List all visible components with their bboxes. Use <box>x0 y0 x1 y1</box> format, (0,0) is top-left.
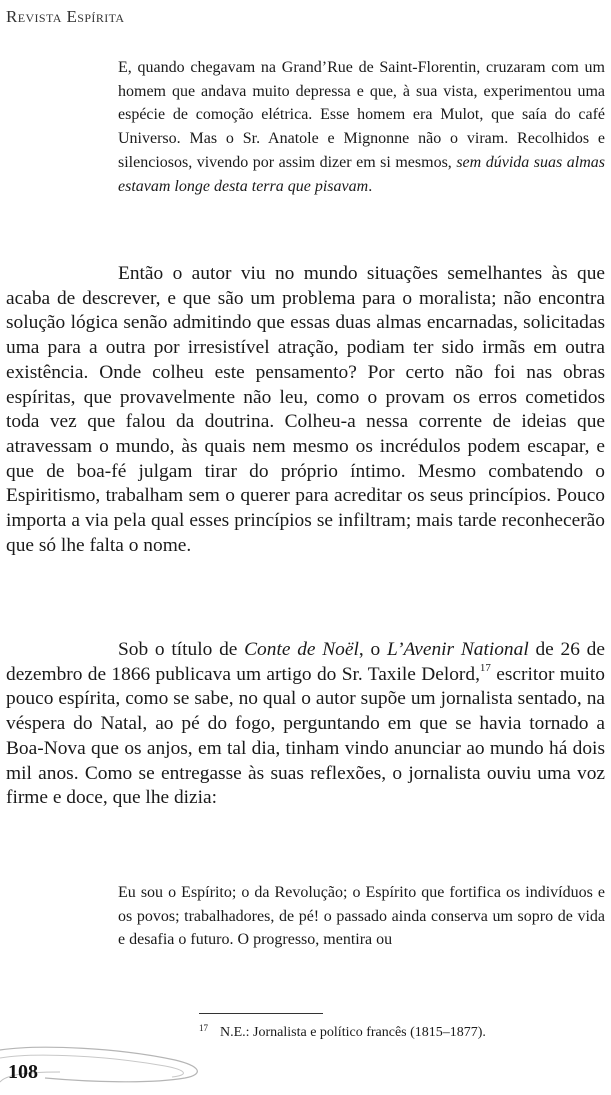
footnote-number: 17 <box>199 1023 208 1033</box>
block-quote-2: Eu sou o Espírito; o da Revolução; o Espírito que fortifica os indivíduos e os povos; trabalhadores, de pé! o passado ainda conserva um sopro de vida e desafia o futuro. O progresso, mentira ou <box>118 884 605 949</box>
para2-paper-italic: L’Avenir National <box>386 639 529 660</box>
para2-lead: Sob o título de <box>118 639 245 660</box>
para2-mid1: , o <box>358 639 387 660</box>
page-number: 108 <box>8 1061 38 1083</box>
block-quote-1 <box>118 56 605 198</box>
quote1-end: . <box>368 177 373 195</box>
quote1-text: E, quando chegavam na Grand’Rue de Saint-Florentin, cruzaram com um homem que andava muito depressa e que, à sua vista, experimentou uma espécie de comoção elétrica. Esse homem era Mulot, que saía do café Universo. Mas o Sr. Anatole e Mignonne não o viram. Recolhidos e silenciosos, vivendo por assim dizer em si mesmos, <box>118 59 605 171</box>
para2-rest: escritor muito pouco espírita, como se sabe, no qual o autor supõe um jornalista sentado, na véspera do Natal, ao pé do fogo, perguntando em que se havia tornado a Boa-Nova que os anjos, em tal dia, tinham vindo anunciar ao mundo há dois mil anos. Como se entregasse às suas reflexões, o jornalista ouviu uma voz firme e doce, que lhe dizia: <box>6 663 605 809</box>
paragraph-1: Então o autor viu no mundo situações semelhantes às que acaba de descrever, e que são um problema para o moralista; não encontra solução lógica senão admitindo que essas duas almas encarnadas, solicitadas uma para a outra por irresistível atração, podiam ter sido irmãs em outra existência. Onde colheu este pensamento? Por certo não foi nas obras espíritas, que provavelmente não leu, como o provam os erros cometidos toda vez que falou da doutrina. Colheu-a nessa corrente de ideias que atravessam o mundo, às quais nem mesmo os incrédulos podem escapar, e que de boa-fé julgam tirar do próprio íntimo. Mesmo combatendo o Espiritismo, trabalham sem o querer para acreditar os seus princípios. Pouco importa a via pela qual esses princípios se infiltram; mais tarde reconhecerão que só lhe falta o nome. <box>6 263 605 556</box>
running-header: Revista Espírita <box>6 7 125 26</box>
para2-title-italic: Conte de Noël <box>244 639 359 660</box>
paragraph-2 <box>6 638 605 811</box>
footnote-divider <box>199 1013 323 1014</box>
para2-mid2: de 26 de dezembro de 1866 publicava um artigo do Sr. Taxile Delord, <box>6 639 605 685</box>
footnote-ref[interactable]: 17 <box>479 661 491 674</box>
footnote-text: N.E.: Jornalista e político francês (1815–1877). <box>220 1025 486 1040</box>
quote1-italic: sem dúvida suas almas estavam longe desta terra que pisavam <box>118 153 605 195</box>
footnote <box>199 1019 486 1042</box>
